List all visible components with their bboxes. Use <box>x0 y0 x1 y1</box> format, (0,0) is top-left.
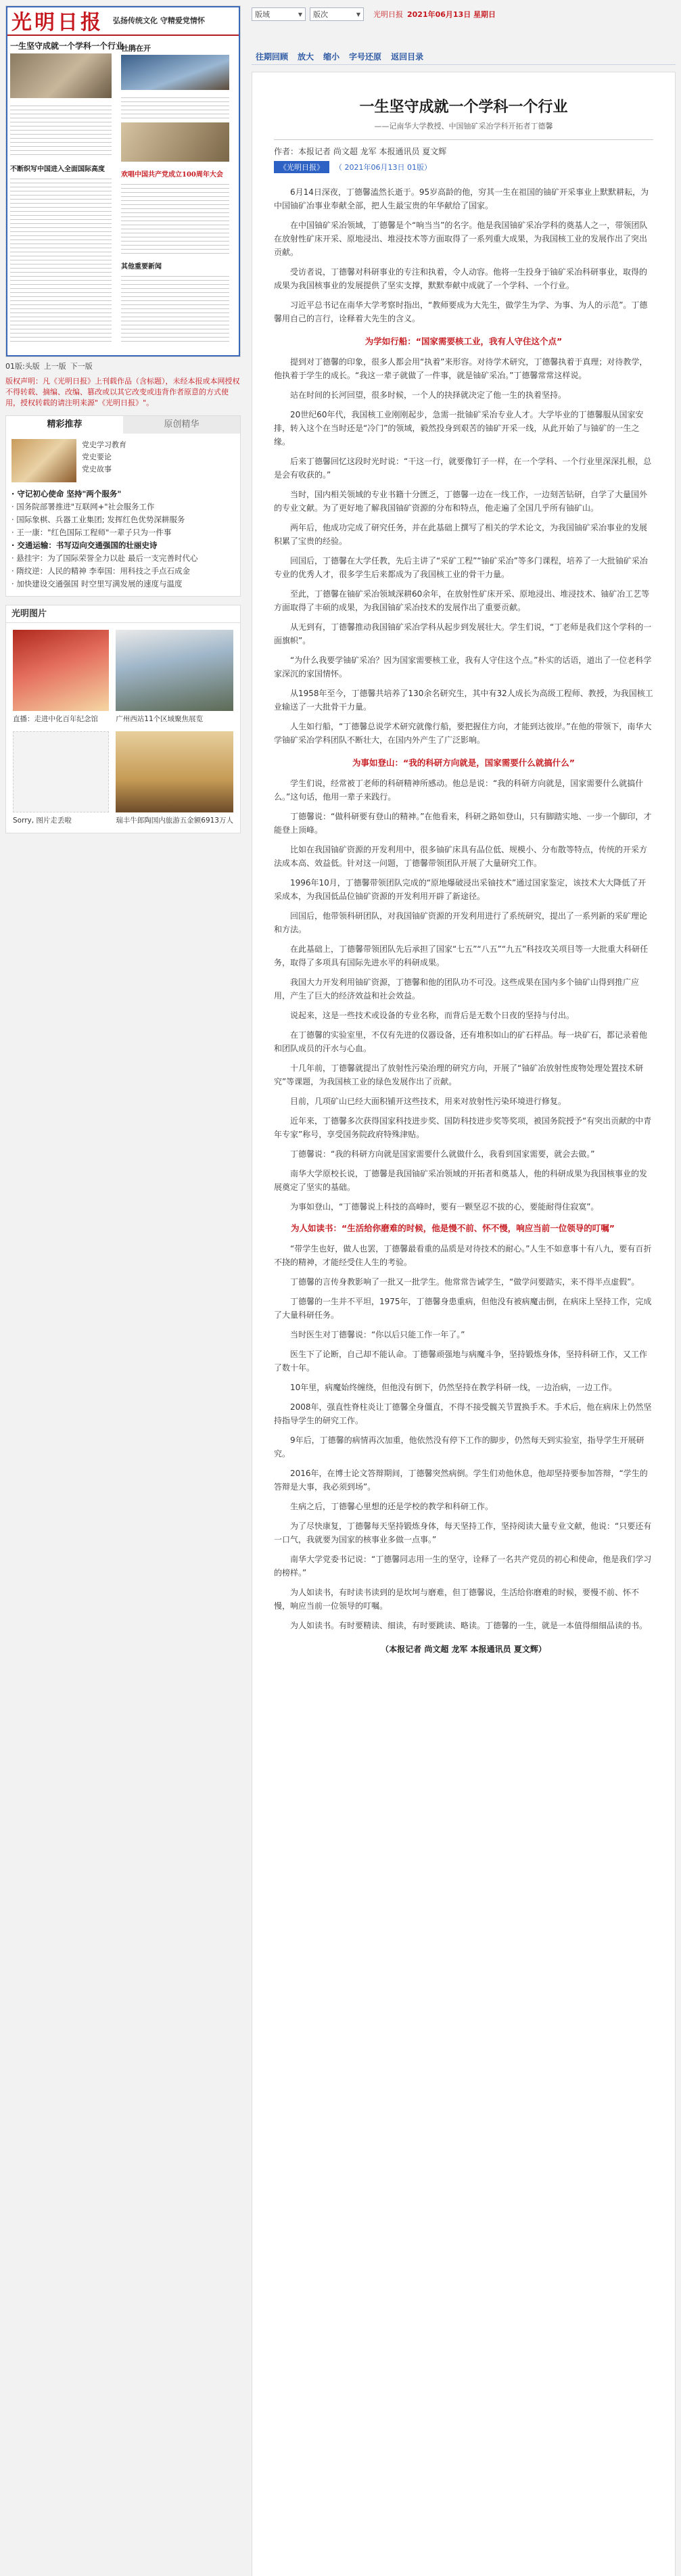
article-paragraph: 丁德馨说：“做科研要有登山的精神。”在他看来，科研之路如登山，只有脚踏实地、一步一个脚印，才能登上顶峰。 <box>274 812 652 835</box>
chevron-down-icon: ▼ <box>356 11 360 18</box>
article-paragraph: “带学生也好，做人也罢，丁德馨最看重的品质是对待技术的耐心。”人生不如意事十有八九，要有百折不挠的精神，才能经受住人生的考验。 <box>274 1244 652 1267</box>
past-issues-button[interactable]: 往期回顾 <box>256 52 289 62</box>
recommend-list <box>6 488 240 596</box>
back-to-contents-button[interactable]: 返回目录 <box>391 52 424 62</box>
article-paragraph: “为什么我要学铀矿采冶？因为国家需要核工业，我有人守住这个点。”朴实的话语，道出了一位老科学家深沉的家国情怀。 <box>274 656 652 678</box>
article-paragraph: 为了尽快康复，丁德馨每天坚持锻炼身体，每天坚持工作，坚持阅读大量专业文献，他说：“只要还有一口气，我就要为国家的核事业多做一点事。” <box>274 1521 652 1544</box>
article-paragraph: 受访者说，丁德馨对科研事业的专注和执着，令人动容。他将一生投身于铀矿采冶科研事业，取得的成果为我国核事业的发展提供了坚实支撑，默默奉献中成就了一个学科、一个行业。 <box>274 267 648 290</box>
copyright-text-end: "。 <box>143 398 154 407</box>
article-paragraph: 十几年前，丁德馨就提出了放射性污染治理的研究方向，开展了“铀矿冶放射性废物处理处置技术研究”等课题，为我国核工业的绿色发展作出了贡献。 <box>274 1063 644 1086</box>
feature-image[interactable] <box>11 439 76 482</box>
feature-block <box>6 434 240 488</box>
page-pager <box>5 359 241 373</box>
recommend-list-item[interactable]: · 加快建设交通强国 时空里写满发展的速度与温度 <box>11 579 183 589</box>
photo-card[interactable] <box>13 630 109 724</box>
thumb-photo <box>121 122 229 162</box>
recommend-list-item[interactable]: · 国际象棋、兵器工业集团; 发挥红色优势深耕服务 <box>11 515 185 524</box>
thumb-text-block <box>121 181 229 255</box>
article-paragraph: 2008年，强直性脊柱炎让丁德馨全身僵直，不得不接受髋关节置换手术。手术后，他在病床上仍然坚持指导学生的研究工作。 <box>274 1402 652 1425</box>
masthead-slogan: 弘扬传统文化 守精爱党情怀 <box>113 16 205 25</box>
thumb-text-block <box>10 175 112 344</box>
section-heading: 为事如登山：“我的科研方向就是，国家需要什么就搞什么” <box>352 758 575 768</box>
thumb-text-block <box>121 94 229 118</box>
newspaper-logo: 光明日报 <box>11 11 103 34</box>
article-paragraph: 学生们说，经常被丁老师的科研精神所感动。他总是说：“我的科研方向就是，国家需要什么就搞什么。”这句话，他用一辈子来践行。 <box>274 779 644 802</box>
thumb-photo <box>121 55 229 90</box>
photo-card[interactable] <box>13 731 109 826</box>
photo-card[interactable] <box>116 630 233 724</box>
article-paragraph: 20世纪60年代，我国核工业刚刚起步，急需一批铀矿采冶专业人才。大学毕业的丁德馨服从国家安排，转入这个在当时还是“冷门”的领域，毅然投身到艰苦的铀矿开采一线，从此开始了与铀矿的一生之缘。 <box>274 410 644 446</box>
article-byline: 作者：本报记者 尚文超 龙军 本报通讯员 夏文辉 <box>274 147 447 156</box>
photo-caption[interactable]: 广州西站11个区域聚焦展览 <box>116 715 204 723</box>
chevron-down-icon: ▼ <box>298 11 302 18</box>
article-paragraph: 比如在我国铀矿资源的开发利用中，很多铀矿床具有品位低、规模小、分布散等特点，传统的开采方法成本高、效益低。针对这一问题，丁德馨带领团队开展了大量研究工作。 <box>274 845 648 868</box>
feature-links <box>82 439 126 482</box>
newspaper-page-thumbnail[interactable] <box>5 5 241 357</box>
article-paragraph: 回国后，他带领科研团队，对我国铀矿资源的开发利用进行了系统研究，提出了一系列新的采矿理论和方法。 <box>274 911 648 934</box>
article-body <box>274 185 653 1632</box>
article-paragraph: 近年来，丁德馨多次获得国家科技进步奖、国防科技进步奖等奖项，被国务院授予“有突出贡献的中青年专家”称号，享受国务院政府特殊津贴。 <box>274 1116 652 1139</box>
article-paragraph: 习近平总书记在南华大学考察时指出，“教师要成为大先生，做学生为学、为事、为人的示范”。丁德馨用自己的言行，诠释着大先生的含义。 <box>274 300 648 323</box>
photo-caption[interactable]: Sorry, 图片走丢啦 <box>13 816 72 825</box>
article-paragraph: 9年后，丁德馨的病情再次加重，他依然没有停下工作的脚步，仍然每天到实验室，指导学生开展研究。 <box>274 1435 644 1458</box>
article-paragraph: 从无到有，丁德馨推动我国铀矿采冶学科从起步到发展壮大。学生们说，“丁老师是我们这个学科的一面旗帜”。 <box>274 622 652 645</box>
recommend-list-item[interactable]: · 王一康："红色国际工程师"一辈子只为一件事 <box>11 528 172 537</box>
feature-link[interactable]: 党史学习教育 <box>82 440 126 449</box>
article-paragraph: 南华大学原校长说，丁德馨是我国铀矿采冶领域的开拓者和奠基人，他的科研成果为我国核事业的发展奠定了坚实的基础。 <box>274 1169 648 1192</box>
issue-date: 2021年06月13日 星期日 <box>407 10 496 19</box>
article-paragraph: 说起来，这是一些技术或设备的专业名称，而背后是无数个日夜的坚持与付出。 <box>290 1011 575 1020</box>
photo-caption[interactable]: 直播：走进中化百年纪念馆 <box>13 715 98 723</box>
article-nav <box>252 49 676 65</box>
article-paragraph: 2016年，在博士论文答辩期间，丁德馨突然病倒。学生们劝他休息，他却坚持要参加答辩，“学生的答辩是大事，我必须到场”。 <box>274 1469 648 1492</box>
article-paragraph: 当时医生对丁德馨说：“你以后只能工作一年了。” <box>290 1330 465 1339</box>
article-paragraph: 丁德馨的言传身教影响了一批又一批学生。他常常告诫学生，“做学问要踏实，来不得半点虚假”。 <box>290 1277 640 1287</box>
recommend-list-item[interactable]: · 悬挂宇：为了国际荣誉全力以赴 最后一支完善时代心 <box>11 553 198 563</box>
article-paragraph: 至此，丁德馨在铀矿采冶领域深耕60余年，在放射性矿床开采、原地浸出、堆浸技术、铀矿冶工艺等方面取得了丰硕的成果，为我国铀矿采冶技术的发展作出了重要贡献。 <box>274 589 650 612</box>
article-paragraph: 为人如读书。有时要精读、细读，有时要跳读、略读。丁德馨的一生，就是一本值得细细品读的书。 <box>290 1621 648 1630</box>
article-paragraph: 1996年10月，丁德馨带领团队完成的“原地爆破浸出采铀技术”通过国家鉴定，该技术大大降低了开采成本，为我国低品位铀矿资源的开发利用开辟了新途径。 <box>274 878 647 901</box>
tab-original[interactable]: 原创精华 <box>123 416 240 434</box>
article-paragraph: 两年后，他成功完成了研究任务，并在此基础上撰写了相关的学术论文，为我国铀矿采冶事业的发展积累了宝贵的经验。 <box>274 523 648 546</box>
copyright-link[interactable]: 《光明日报》 <box>98 398 143 407</box>
article-paragraph: 当时，国内相关领域的专业书籍十分匮乏，丁德馨一边在一线工作，一边刻苦钻研，自学了大量国外的专业文献。为了更好地了解我国铀矿资源的分布和特点，他走遍了全国几乎所有铀矿山。 <box>274 490 648 513</box>
photo-caption[interactable]: 瑞丰牛郎陶国内旅游五金额6913万人 <box>116 816 233 825</box>
photo-thumbnail[interactable] <box>13 731 109 812</box>
article-paragraph: 我国大力开发利用铀矿资源，丁德馨和他的团队功不可没。这些成果在国内多个铀矿山得到推广应用，产生了巨大的经济效益和社会效益。 <box>274 978 640 1001</box>
zoom-in-button[interactable]: 放大 <box>298 52 314 62</box>
article-paragraph: 站在时间的长河回望，很多时候，一个人的抉择就决定了他一生的执着坚持。 <box>290 390 567 400</box>
article-paragraph: 为事如登山，“丁德馨说上科技的高峰时，要有一颗坚忍不拔的心，要能耐得住寂寞”。 <box>290 1202 599 1212</box>
thumb-headline[interactable]: 欢唱中国共产党成立100周年大会 <box>121 171 223 179</box>
masthead <box>6 6 240 36</box>
photo-thumbnail[interactable] <box>116 731 233 812</box>
reset-font-button[interactable]: 字号还原 <box>349 52 382 62</box>
thumb-headline[interactable]: 不断织写中国进入全面国际高度 <box>10 166 105 173</box>
thumb-text-block <box>121 273 229 344</box>
article-title: 一生坚守成就一个学科一个行业 <box>359 98 568 116</box>
edition-select[interactable] <box>310 7 364 21</box>
photo-grid <box>6 623 240 833</box>
next-page-link[interactable]: 下一版 <box>70 362 93 371</box>
photo-thumbnail[interactable] <box>116 630 233 711</box>
section-heading: 为学如行船：“国家需要核工业，我有人守住这个点” <box>365 336 563 346</box>
section-select[interactable] <box>252 7 306 21</box>
source-row <box>274 161 653 173</box>
thumbnail-body <box>6 36 240 354</box>
feature-link[interactable]: 党史故事 <box>82 465 112 474</box>
recommend-list-item[interactable]: · 隋纹逆：人民的精神 李奉国：用科技之手点石成金 <box>11 566 190 576</box>
article-paragraph: 在丁德馨的实验室里，不仅有先进的仪器设备，还有堆积如山的矿石样品。每一块矿石，都记录着他和团队成员的汗水与心血。 <box>274 1030 648 1053</box>
recommend-list-item[interactable]: · 守记初心使命 坚持"两个服务" <box>11 489 122 499</box>
thumb-headline[interactable]: 一生坚守成就一个学科一个行业 <box>10 41 124 51</box>
prev-page-link[interactable]: 上一版 <box>43 362 66 371</box>
photo-panel-title: 光明图片 <box>6 605 240 623</box>
title-divider <box>274 139 653 140</box>
article-paragraph: 从1958年至今，丁德馨共培养了130余名研究生，其中有32人成长为高级工程师、教授，为我国核工业输送了一大批骨干力量。 <box>274 689 653 712</box>
article-paragraph: 丁德馨的一生并不平坦，1975年，丁德馨身患重病，但他没有被病魔击倒，在病床上坚持工作，完成了大量科研任务。 <box>274 1297 652 1320</box>
tab-featured[interactable]: 精彩推荐 <box>6 416 123 434</box>
article-paragraph: 回国后，丁德馨在大学任教，先后主讲了“采矿工程”“铀矿采冶”等多门课程，培养了一大批铀矿采冶专业的优秀人才，很多学生后来都成为了我国核工业的骨干力量。 <box>274 556 648 579</box>
photo-card[interactable] <box>116 731 233 826</box>
thumb-headline[interactable]: 其他重要新闻 <box>121 263 162 271</box>
source-badge: 《光明日报》 <box>274 161 329 173</box>
copyright-text: 版权声明：凡《光明日报》上刊载作品（含标题），未经本报或本网授权不得转载、摘编、改编、篡改或以其它改变或违背作者原意的方式使用，授权转载的请注明来源" <box>5 377 240 407</box>
recommend-panel <box>5 415 241 597</box>
thumb-photo <box>10 53 112 98</box>
section-select-value: 版域 <box>255 10 270 19</box>
article-paragraph: 在中国铀矿采冶领域，丁德馨是个“响当当”的名字。他是我国铀矿采冶学科的奠基人之一，带领团队在放射性矿床开采、原地浸出、堆浸技术等方面取得了一系列重大成果，为我国核工业的发展作出了突出贡献。 <box>274 221 648 257</box>
photo-panel <box>5 605 241 833</box>
left-column <box>5 5 241 833</box>
thumb-headline[interactable]: 杜鹃在开 <box>121 44 151 53</box>
article-subtitle: ——记南华大学教授、中国铀矿采冶学科开拓者丁德馨 <box>374 122 553 131</box>
zoom-out-button[interactable]: 缩小 <box>323 52 340 62</box>
article-paragraph: 南华大学党委书记说：“丁德馨同志用一生的坚守，诠释了一名共产党员的初心和使命，他是我们学习的榜样。” <box>274 1555 652 1578</box>
recommend-list-item[interactable]: · 交通运输：书写迈向交通强国的壮丽史诗 <box>11 540 158 550</box>
article-paragraph: 目前，几项矿山已经大面积铺开这些技术，用来对放射性污染环境进行修复。 <box>290 1097 567 1106</box>
article-paragraph: 在此基础上，丁德馨带领团队先后承担了国家“七五”“八五”“九五”科技攻关项目等一大批重大科研任务，取得了多项具有国际先进水平的科研成果。 <box>274 944 649 967</box>
recommend-list-item[interactable]: · 国务院部署推进"互联网+"社会服务工作 <box>11 502 155 511</box>
copyright-notice <box>5 376 241 409</box>
article-paragraph: 后来丁德馨回忆这段时光时说：“干这一行，就要像钉子一样，在一个学科、一个行业里深深扎根，总是会有收获的。” <box>274 457 652 480</box>
thumb-text-block <box>10 102 112 156</box>
edition-select-value: 版次 <box>313 10 328 19</box>
page-number[interactable]: 01版:头版 <box>5 362 40 371</box>
article-paragraph: 人生如行船，“丁德馨总说学术研究就像行船，要把握住方向，才能到达彼岸。”在他的带领下，南华大学铀矿采冶学科团队不断壮大，在国内外产生了广泛影响。 <box>274 722 652 745</box>
article-paragraph: 6月14日深夜，丁德馨溘然长逝于。95岁高龄的他，穷其一生在祖国的铀矿开采事业上默默耕耘，为中国铀矿冶事业奉献全部，把人生最宝贵的年华献给了国家。 <box>274 187 649 210</box>
top-toolbar <box>252 5 676 23</box>
feature-link[interactable]: 党史要论 <box>82 453 112 461</box>
recommend-tabs <box>6 416 240 434</box>
photo-thumbnail[interactable] <box>13 630 109 711</box>
article-paragraph: 为人如读书，有时读书读到的是坎坷与磨难，但丁德馨说，生活给你磨难的时候，要慢不前、怀不慢，响应当前一位领导的叮嘱。 <box>274 1588 640 1611</box>
article-date: （ 2021年06月13日 01版） <box>335 163 431 172</box>
paper-name-label: 光明日报 <box>373 10 403 19</box>
section-heading: 为人如读书：“生活给你磨难的时候，他是慢不前、怀不慢，响应当前一位领导的叮嘱” <box>291 1223 615 1233</box>
article-paragraph: 医生下了论断，自己却不能认命。丁德馨顽强地与病魔斗争，坚持锻炼身体，坚持科研工作，又工作了数十年。 <box>274 1350 648 1373</box>
article-paragraph: 丁德馨说：“我的科研方向就是国家需要什么就做什么，我看到国家需要，就会去做。” <box>290 1149 595 1159</box>
article-footer-authors: （本报记者 尚文超 龙军 本报通讯员 夏文辉） <box>381 1644 546 1654</box>
article-paragraph: 10年里，病魔始终缠绕，但他没有倒下，仍然坚持在教学科研一线，一边治病，一边工作。 <box>290 1383 617 1392</box>
article-paragraph: 生病之后，丁德馨心里想的还是学校的教学和科研工作。 <box>290 1502 494 1511</box>
right-column <box>252 5 676 2576</box>
article-paragraph: 提到对丁德馨的印象，很多人都会用“执着”来形容。对待学术研究，丁德馨执着于真理；对待教学，他执着于学生的成长。“我这一辈子就做了一件事，就是铀矿采冶。”丁德馨常常这样说。 <box>274 357 648 380</box>
article-panel <box>252 72 676 2576</box>
